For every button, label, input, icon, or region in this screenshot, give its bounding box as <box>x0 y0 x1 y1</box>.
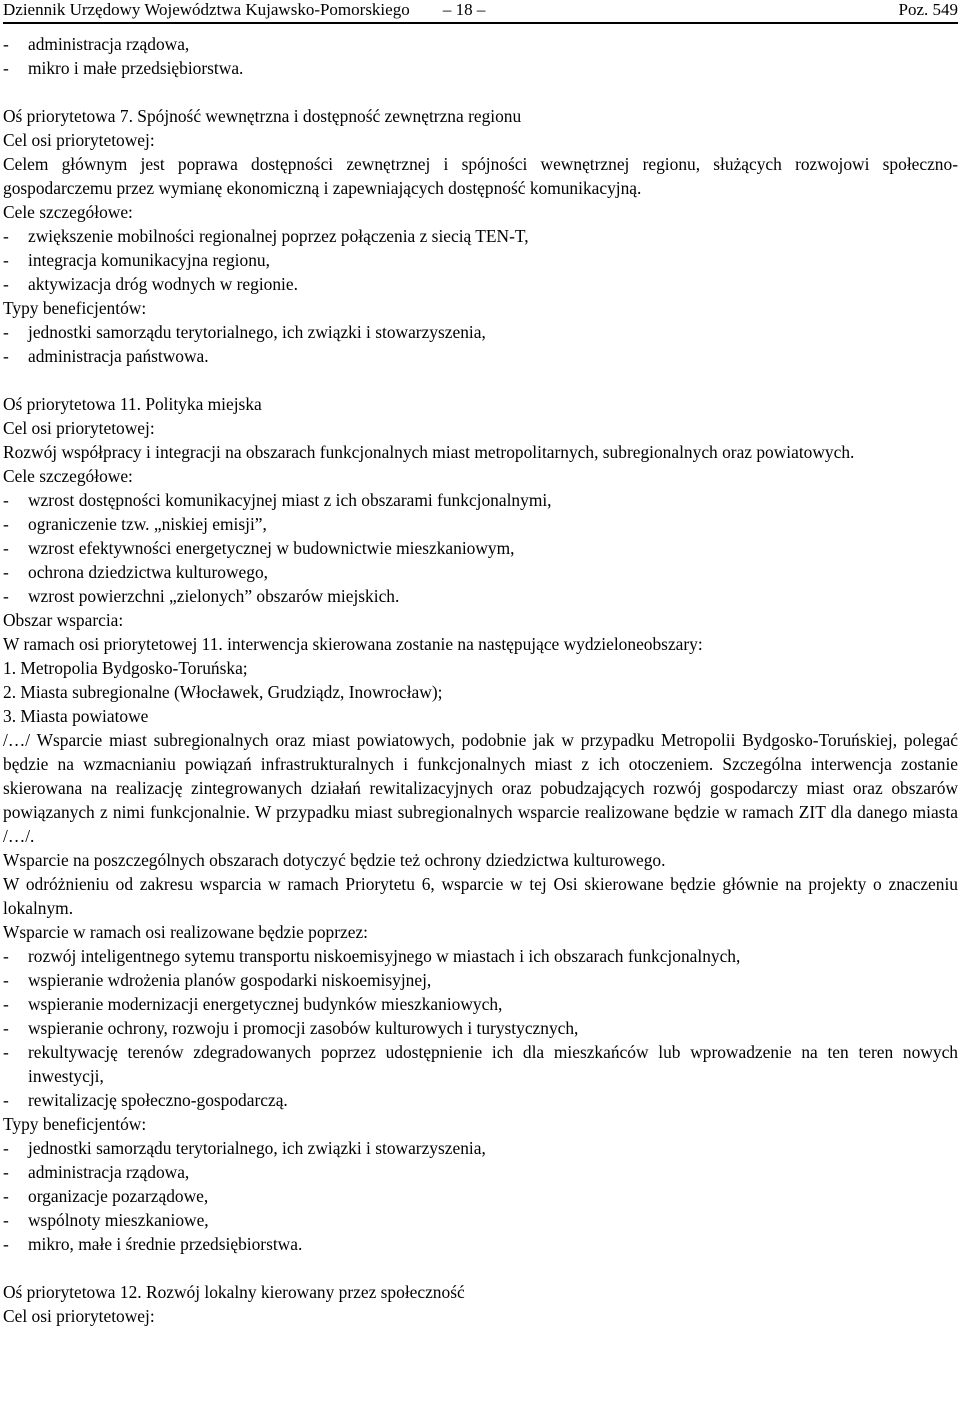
axis7-goal-text: Celem głównym jest poprawa dostępności zewnętrznej i spójności wewnętrznej regionu, służących rozwojowi społeczno-gospodarczemu przez wymianę ekonomiczną i zapewniających dostępność komunikacyjną. <box>3 154 958 198</box>
list-item: - wzrost powierzchni „zielonych” obszarów miejskich. <box>3 586 400 606</box>
axis7-specific-label: Cele szczegółowe: <box>3 202 133 222</box>
page-header <box>3 0 958 24</box>
page-number: – 18 – <box>442 0 486 19</box>
area-item: 2. Miasta subregionalne (Włocławek, Grudziądz, Inowrocław); <box>3 682 443 702</box>
axis12-goal-label: Cel osi priorytetowej: <box>3 1306 155 1326</box>
axis11-paragraph: Wsparcie na poszczególnych obszarach dotyczyć będzie też ochrony dziedzictwa kulturowego. <box>3 850 666 870</box>
axis7-title: Oś priorytetowa 7. Spójność wewnętrzna i dostępność zewnętrzna regionu <box>3 106 522 126</box>
list-item: - wspólnoty mieszkaniowe, <box>3 1210 209 1230</box>
list-item: - administracja państwowa. <box>3 346 209 366</box>
axis7-beneficiaries-label: Typy beneficjentów: <box>3 298 147 318</box>
area-item: 3. Miasta powiatowe <box>3 706 149 726</box>
journal-title: Dziennik Urzędowy Województwa Kujawsko-Pomorskiego <box>3 0 410 19</box>
area-item: 1. Metropolia Bydgosko-Toruńska; <box>3 658 248 678</box>
axis11-support-label: Wsparcie w ramach osi realizowane będzie poprzez: <box>3 922 369 942</box>
axis11-goal-label: Cel osi priorytetowej: <box>3 418 155 438</box>
list-item: - administracja rządowa, <box>3 34 190 54</box>
axis7-goal-label: Cel osi priorytetowej: <box>3 130 155 150</box>
list-item: - wzrost efektywności energetycznej w budownictwie mieszkaniowym, <box>3 538 515 558</box>
list-item: - wspieranie modernizacji energetycznej budynków mieszkaniowych, <box>3 994 503 1014</box>
list-item: - jednostki samorządu terytorialnego, ich związki i stowarzyszenia, <box>3 322 486 342</box>
document-body <box>3 32 958 1328</box>
axis12-title: Oś priorytetowa 12. Rozwój lokalny kierowany przez społeczność <box>3 1282 465 1302</box>
list-item: - ochrona dziedzictwa kulturowego, <box>3 562 268 582</box>
list-item: - integracja komunikacyjna regionu, <box>3 250 270 270</box>
list-item: - administracja rządowa, <box>3 1162 190 1182</box>
list-item: - rozwój inteligentnego sytemu transportu niskoemisyjnego w miastach i ich obszarach funkcjonalnych, <box>3 946 741 966</box>
axis11-paragraph: W odróżnieniu od zakresu wsparcia w ramach Priorytetu 6, wsparcie w tej Osi skierowane będzie głównie na projekty o znaczeniu lokalnym. <box>3 874 958 918</box>
axis11-area-label: Obszar wsparcia: <box>3 610 124 630</box>
axis11-beneficiaries-label: Typy beneficjentów: <box>3 1114 147 1134</box>
axis11-goal-text: Rozwój współpracy i integracji na obszarach funkcjonalnych miast metropolitarnych, subregionalnych oraz powiatowych. <box>3 442 855 462</box>
list-item: - rewitalizację społeczno-gospodarczą. <box>3 1090 288 1110</box>
axis11-paragraph: /…/ Wsparcie miast subregionalnych oraz miast powiatowych, podobnie jak w przypadku Metropolii Bydgosko-Toruńskiej, polegać będzie na wzmacnianiu powiązań infrastrukturalnych i funkcjonalnych miast z ich otoczeniem. Szczególna interwencja zostanie skierowana na realizację zintegrowanych działań rewitalizacyjnych oraz pobudzających rozwój gospodarczy miast oraz obszarów powiązanych z nimi funkcjonalnie. W przypadku miast subregionalnych wsparcie realizowane będzie w ramach ZIT dla danego miasta /…/. <box>3 730 958 846</box>
list-item: - wspieranie ochrony, rozwoju i promocji zasobów kulturowych i turystycznych, <box>3 1018 579 1038</box>
position-number: Poz. 549 <box>898 0 958 19</box>
list-item: - rekultywację terenów zdegradowanych poprzez udostępnienie ich dla mieszkańców lub wprowadzenie na ten teren nowych inwestycji, <box>3 1042 958 1086</box>
list-item: - wzrost dostępności komunikacyjnej miast z ich obszarami funkcjonalnymi, <box>3 490 552 510</box>
list-item: - wspieranie wdrożenia planów gospodarki niskoemisyjnej, <box>3 970 432 990</box>
list-item: - ograniczenie tzw. „niskiej emisji”, <box>3 514 267 534</box>
axis11-area-intro: W ramach osi priorytetowej 11. interwencja skierowana zostanie na następujące wydzieloneobszary: <box>3 634 703 654</box>
list-item: - mikro i małe przedsiębiorstwa. <box>3 58 244 78</box>
list-item: - organizacje pozarządowe, <box>3 1186 209 1206</box>
list-item: - mikro, małe i średnie przedsiębiorstwa. <box>3 1234 303 1254</box>
axis11-title: Oś priorytetowa 11. Polityka miejska <box>3 394 262 414</box>
list-item: - aktywizacja dróg wodnych w regionie. <box>3 274 298 294</box>
list-item: - zwiększenie mobilności regionalnej poprzez połączenia z siecią TEN-T, <box>3 226 529 246</box>
list-item: - jednostki samorządu terytorialnego, ich związki i stowarzyszenia, <box>3 1138 486 1158</box>
axis11-specific-label: Cele szczegółowe: <box>3 466 133 486</box>
